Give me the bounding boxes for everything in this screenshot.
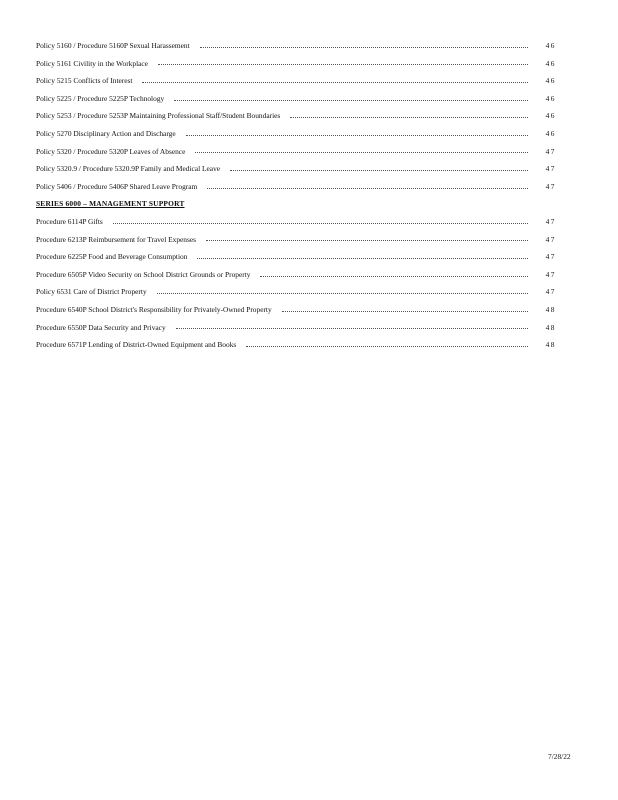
dot-leader [195, 151, 528, 153]
toc-entry-title: Policy 5225 / Procedure 5225P Technology [36, 95, 168, 102]
toc-page-number: 46 [545, 76, 556, 86]
dot-leader [158, 63, 528, 65]
toc-entry [36, 125, 556, 143]
toc-page-number: 46 [545, 41, 556, 51]
table-of-contents [36, 37, 556, 354]
toc-entry [36, 178, 556, 196]
dot-leader [113, 222, 528, 224]
toc-entry-title: Policy 5320 / Procedure 5320P Leaves of Absence [36, 148, 189, 155]
toc-page-number: 48 [545, 340, 556, 350]
dot-leader [186, 134, 528, 136]
toc-page-number: 47 [545, 217, 556, 227]
toc-entry [36, 336, 556, 354]
toc-page-number: 46 [545, 93, 556, 103]
toc-page-number: 47 [545, 146, 556, 156]
dot-leader [157, 292, 528, 294]
dot-leader [197, 257, 528, 259]
toc-page-number: 46 [545, 111, 556, 121]
dot-leader [246, 345, 528, 347]
toc-page-number: 47 [545, 252, 556, 262]
toc-entry-title: Procedure 6540P School District's Responsibility for Privately-Owned Property [36, 306, 276, 313]
toc-page-number: 47 [545, 234, 556, 244]
toc-entry [36, 319, 556, 337]
toc-entry [36, 160, 556, 178]
toc-entry [36, 72, 556, 90]
toc-entry-title: Policy 5161 Civility in the Workplace [36, 60, 152, 67]
toc-entry-title: Policy 5406 / Procedure 5406P Shared Leave Program [36, 183, 201, 190]
toc-page-number: 47 [545, 287, 556, 297]
toc-entry [36, 283, 556, 301]
dot-leader [206, 239, 528, 241]
toc-page-number: 48 [545, 305, 556, 314]
toc-entry [36, 55, 556, 73]
dot-leader [142, 81, 528, 83]
section-heading-title: SERIES 6000 – MANAGEMENT SUPPORT [36, 200, 189, 207]
toc-entry-title: Policy 5320.9 / Procedure 5320.9P Family and Medical Leave [36, 165, 224, 172]
dot-leader [207, 187, 528, 189]
footer-date: 7/28/22 [548, 752, 571, 761]
toc-entry-title: Procedure 6213P Reimbursement for Travel Expenses [36, 236, 200, 243]
toc-page-number: 46 [545, 129, 556, 139]
toc-page-number: 47 [545, 269, 556, 279]
toc-entry [36, 90, 556, 108]
toc-entry [36, 301, 556, 319]
toc-page-number: 48 [545, 322, 556, 332]
dot-leader [282, 310, 528, 312]
toc-entry [36, 107, 556, 125]
toc-entry-title: Procedure 6114P Gifts [36, 218, 107, 225]
dot-leader [176, 327, 528, 329]
dot-leader [290, 116, 528, 118]
toc-entry [36, 266, 556, 284]
toc-entry-title: Procedure 6571P Lending of District-Owned Equipment and Books [36, 341, 240, 348]
toc-entry-title: Policy 5160 / Procedure 5160P Sexual Harassement [36, 42, 194, 49]
toc-entry-title: Procedure 6225P Food and Beverage Consumption [36, 253, 191, 260]
dot-leader [174, 99, 528, 101]
dot-leader [230, 169, 528, 171]
dot-leader [200, 46, 528, 48]
toc-page-number: 46 [545, 58, 556, 68]
toc-entry-title: Policy 5270 Disciplinary Action and Discharge [36, 130, 180, 137]
toc-entry-title: Policy 5253 / Procedure 5253P Maintaining Professional Staff/Student Boundaries [36, 112, 284, 119]
toc-entry-title: Procedure 6550P Data Security and Privacy [36, 324, 170, 331]
toc-page-number: 47 [545, 164, 556, 174]
toc-entry [36, 231, 556, 249]
toc-entry [36, 143, 556, 161]
dot-leader [260, 275, 528, 277]
toc-section-heading [36, 195, 556, 213]
toc-entry-title: Policy 6531 Care of District Property [36, 288, 151, 295]
toc-page-number: 47 [545, 181, 556, 191]
toc-entry [36, 248, 556, 266]
toc-entry-title: Policy 5215 Conflicts of Interest [36, 77, 136, 84]
toc-entry [36, 213, 556, 231]
toc-entry [36, 37, 556, 55]
toc-entry-title: Procedure 6505P Video Security on School District Grounds or Property [36, 271, 254, 278]
